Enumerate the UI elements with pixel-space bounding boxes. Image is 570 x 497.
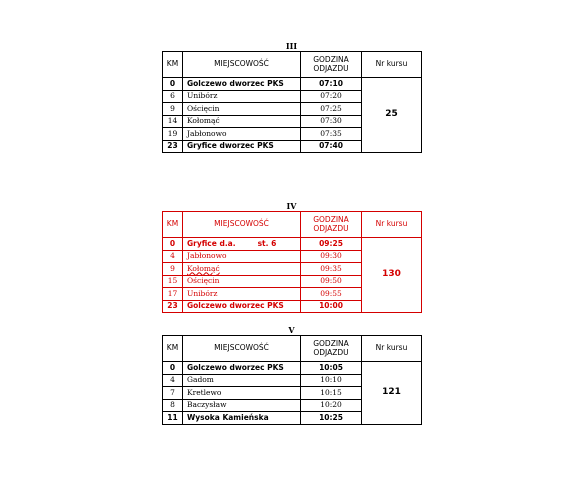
km-cell: 23: [163, 300, 183, 313]
km-cell: 8: [163, 399, 183, 412]
place-name: Gryfice d.a.: [187, 238, 236, 248]
place-cell: [183, 238, 301, 251]
place-cell: [183, 263, 301, 276]
place-header: MIEJSCOWOŚĆ: [183, 52, 301, 78]
place-cell: Ościęcin: [183, 103, 301, 116]
departure-header: GODZINA ODJAZDU: [301, 52, 362, 78]
km-cell: 0: [163, 238, 183, 251]
place-cell: Wysoka Kamieńska: [183, 412, 301, 425]
km-cell: 14: [163, 115, 183, 128]
place-cell: Kołomąć: [183, 115, 301, 128]
place-cell: Gryfice dworzec PKS: [183, 140, 301, 153]
km-cell: 0: [163, 78, 183, 91]
place-cell: Kretlewo: [183, 387, 301, 400]
time-cell: 07:35: [301, 128, 362, 141]
time-cell: 09:55: [301, 288, 362, 301]
km-cell: 4: [163, 250, 183, 263]
time-cell: 07:25: [301, 103, 362, 116]
table-row: [163, 362, 422, 375]
place-cell: Jabłonowo: [183, 128, 301, 141]
place-cell: Jabłonowo: [183, 250, 301, 263]
time-cell: 10:25: [301, 412, 362, 425]
place-cell: Unibórz: [183, 90, 301, 103]
time-cell: 10:00: [301, 300, 362, 313]
table-header-row: [163, 336, 422, 362]
place-cell: Golczewo dworzec PKS: [183, 300, 301, 313]
timetable-table: [162, 51, 422, 153]
time-cell: 09:35: [301, 263, 362, 276]
km-cell: 11: [163, 412, 183, 425]
place-header: MIEJSCOWOŚĆ: [183, 212, 301, 238]
km-header: KM: [163, 212, 183, 238]
time-cell: 07:10: [301, 78, 362, 91]
section-heading: III: [285, 41, 298, 51]
km-cell: 9: [163, 263, 183, 276]
place-cell: Golczewo dworzec PKS: [183, 362, 301, 375]
table-row: [163, 238, 422, 251]
course-number-cell: 121: [362, 362, 422, 425]
place-cell: Unibórz: [183, 288, 301, 301]
km-cell: 6: [163, 90, 183, 103]
time-cell: 07:20: [301, 90, 362, 103]
place-cell: Ościęcin: [183, 275, 301, 288]
km-cell: 17: [163, 288, 183, 301]
km-cell: 7: [163, 387, 183, 400]
time-cell: 10:15: [301, 387, 362, 400]
timetable-section-v: [162, 325, 421, 425]
table-header-row: [163, 212, 422, 238]
timetable-table: [162, 335, 422, 425]
km-cell: 15: [163, 275, 183, 288]
place-cell: Baczysław: [183, 399, 301, 412]
section-heading: IV: [286, 201, 297, 211]
course-number-cell: 25: [362, 78, 422, 153]
time-cell: 07:40: [301, 140, 362, 153]
time-cell: 07:30: [301, 115, 362, 128]
timetable-table: [162, 211, 422, 313]
course-header: Nr kursu: [362, 212, 422, 238]
km-header: KM: [163, 336, 183, 362]
km-header: KM: [163, 52, 183, 78]
place-cell: Golczewo dworzec PKS: [183, 78, 301, 91]
timetable-section-iv: [162, 201, 421, 313]
km-cell: 4: [163, 374, 183, 387]
time-cell: 09:30: [301, 250, 362, 263]
km-cell: 9: [163, 103, 183, 116]
km-cell: 19: [163, 128, 183, 141]
place-name: Kołomąć: [187, 263, 220, 273]
course-header: Nr kursu: [362, 52, 422, 78]
time-cell: 10:10: [301, 374, 362, 387]
departure-header: GODZINA ODJAZDU: [301, 212, 362, 238]
table-row: [163, 78, 422, 91]
section-heading: V: [288, 325, 295, 335]
place-header: MIEJSCOWOŚĆ: [183, 336, 301, 362]
km-cell: 23: [163, 140, 183, 153]
course-number-cell: 130: [362, 238, 422, 313]
departure-header: GODZINA ODJAZDU: [301, 336, 362, 362]
course-header: Nr kursu: [362, 336, 422, 362]
place-cell: Gadom: [183, 374, 301, 387]
time-cell: 09:50: [301, 275, 362, 288]
time-cell: 10:20: [301, 399, 362, 412]
km-cell: 0: [163, 362, 183, 375]
time-cell: 09:25: [301, 238, 362, 251]
stand-number: st. 6: [257, 238, 277, 248]
table-header-row: [163, 52, 422, 78]
timetable-section-iii: [162, 41, 421, 153]
time-cell: 10:05: [301, 362, 362, 375]
